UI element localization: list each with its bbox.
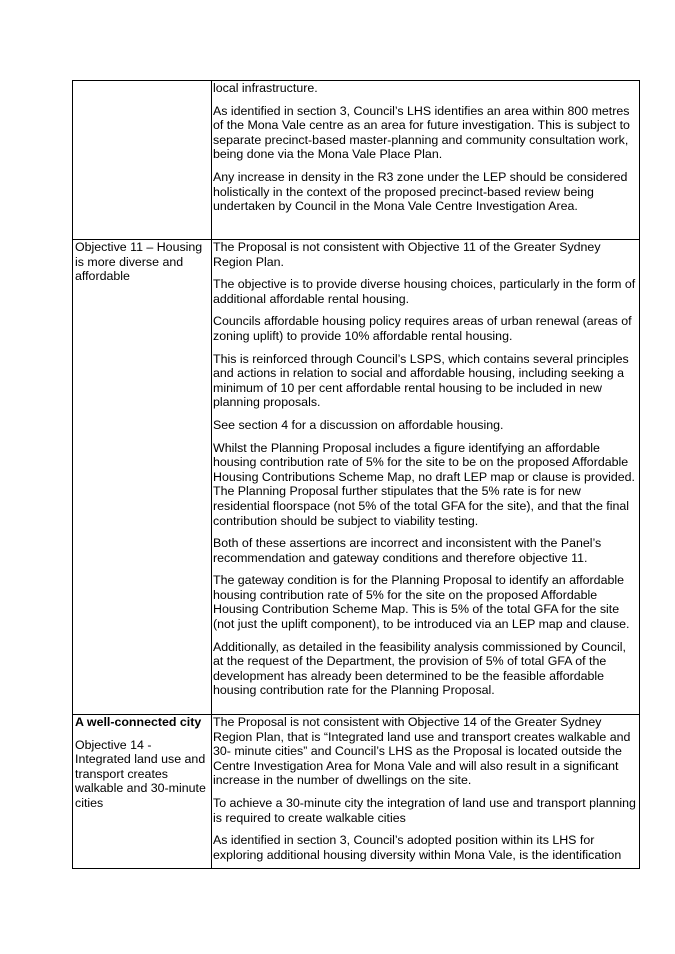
- assessment-cell: [212, 240, 640, 715]
- paragraph: As identified in section 3, Council’s adopted position within its LHS for exploring additional housing diversity within Mona Vale, is the identification: [213, 833, 622, 862]
- paragraph: See section 4 for a discussion on affordable housing.: [213, 417, 504, 432]
- assessment-table: [72, 80, 640, 869]
- assessment-cell: [212, 81, 640, 240]
- paragraph: Whilst the Planning Proposal includes a figure identifying an affordable housing contribution rate of 5% for the site to be on the proposed Affordable Housing Contributions Scheme Map, no draft LEP map or clause is provided. The Planning Proposal further stipulates that the 5% rate is for new residential floorspace (not 5% of the total GFA for the site), and that the final contribution should be subject to viability testing.: [213, 440, 635, 528]
- paragraph: This is reinforced through Council’s LSPS, which contains several principles and actions in relation to social and affordable housing, including seeking a minimum of 10 per cent affordable rental housing to be included in new planning proposals.: [213, 351, 629, 410]
- objective-cell: [73, 81, 212, 240]
- paragraph: To achieve a 30-minute city the integration of land use and transport planning is required to create walkable cities: [213, 795, 636, 825]
- paragraph: local infrastructure.: [213, 81, 318, 95]
- paragraph: The gateway condition is for the Planning Proposal to identify an affordable housing contribution rate of 5% for the site on the proposed Affordable Housing Contribution Scheme Map. This is 5% of the total GFA for the site (not just the uplift component), to be introduced via an LEP map and clause.: [213, 573, 630, 632]
- objective-cell: [73, 715, 212, 869]
- paragraph: Both of these assertions are incorrect and inconsistent with the Panel’s recommendation and gateway conditions and therefore objective 11.: [213, 536, 602, 565]
- paragraph: As identified in section 3, Council’s LHS identifies an area within 800 metres of the Mona Vale centre as an area for future investigation. This is subject to separate precinct-based master-planning and community consultation work, being done via the Mona Vale Place Plan.: [213, 103, 630, 162]
- paragraph: The objective is to provide diverse housing choices, particularly in the form of additional affordable rental housing.: [213, 277, 636, 306]
- paragraph: Additionally, as detailed in the feasibility analysis commissioned by Council, at the request of the Department, the provision of 5% of total GFA of the development has already been determined to be the feasible affordable housing contribution rate for the Planning Proposal.: [213, 639, 626, 698]
- table-row: [73, 715, 640, 869]
- paragraph: The Proposal is not consistent with Objective 11 of the Greater Sydney Region Plan.: [213, 240, 601, 269]
- table-row: [73, 81, 640, 240]
- objective-cell: [73, 240, 212, 715]
- objective-label: Objective 11 – Housing is more diverse and affordable: [75, 240, 203, 284]
- paragraph: Any increase in density in the R3 zone under the LEP should be considered holistically in the context of the proposed precinct-based review being undertaken by Council in the Mona Vale Centre Investigation Area.: [213, 169, 628, 214]
- section-heading: A well-connected city: [75, 715, 202, 729]
- objective-label: Objective 14 - Integrated land use and transport creates walkable and 30-minute cities: [75, 737, 206, 810]
- paragraph: Councils affordable housing policy requires areas of urban renewal (areas of zoning uplift) to provide 10% affordable rental housing.: [213, 314, 632, 343]
- paragraph: The Proposal is not consistent with Objective 14 of the Greater Sydney Region Plan, that is “Integrated land use and transport creates walkable and 30- minute cities” and Council’s LHS as the Proposal is located outside the Centre Investigation Area for Mona Vale and will also result in a significant increase in the number of dwellings on the site.: [213, 715, 631, 788]
- table-row: [73, 240, 640, 715]
- assessment-cell: [212, 715, 640, 869]
